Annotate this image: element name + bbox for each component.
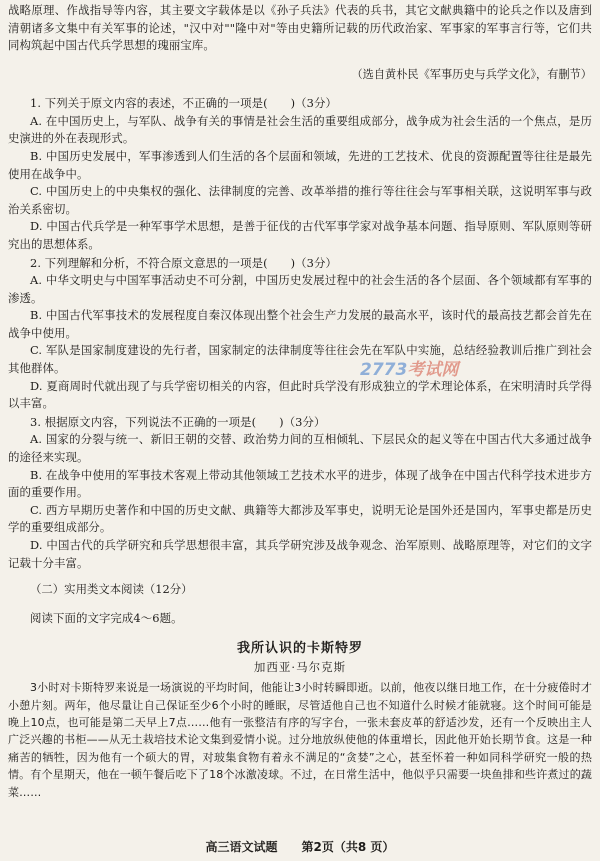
section-heading: （二）实用类文本阅读（12分）: [30, 582, 193, 597]
option-a: A. 中华文明史与中国军事活动史不可分割，中国历史发展过程中的社会生活的各个层面、各个领域都有军事的渗透。: [8, 273, 592, 305]
section-instruction: 阅读下面的文字完成4～6题。: [30, 610, 183, 625]
question-stem: 2. 下列理解和分析，不符合原文意思的一项是( )（3分）: [30, 255, 337, 270]
article-author: 加西亚·马尔克斯: [253, 660, 347, 675]
question-2: [8, 255, 592, 413]
option-c: C. 中国历史上的中央集权的强化、法律制度的完善、改革举措的推行等往往会与军事相关联，这说明军事与政治关系密切。: [8, 184, 592, 216]
option-b: B. 在战争中使用的军事技术客观上带动其他领域工艺技术水平的进步，体现了战争在中国古代科学技术进步方面的重要作用。: [8, 467, 592, 500]
question-3: [8, 414, 592, 572]
option-c: C. 军队是国家制度建设的先行者，国家制定的法律制度等往往会先在军队中实施，总结经验教训后推广到社会其他群体。: [8, 343, 592, 376]
question-1: [8, 95, 592, 253]
option-a: A. 在中国历史上，与军队、战争有关的事情是社会生活的重要组成部分，战争成为社会生活的一个焦点，是历史演进的外在表现形式。: [8, 113, 592, 146]
watermark-logo-text: 考试网: [407, 360, 459, 380]
document-page: [8, 2, 592, 801]
source-citation: （选自黄朴民《军事历史与兵学文化》，有删节）: [351, 67, 592, 81]
article-title: 我所认识的卡斯特罗: [236, 641, 363, 657]
option-b: B. 中国古代军事技术的发展程度自秦汉体现出整个社会生产力发展的最高水平，该时代的最高技艺都会首先在战争中使用。: [8, 308, 592, 340]
question-stem: 1. 下列关于原文内容的表述，不正确的一项是( )（3分）: [30, 96, 337, 111]
intro-paragraph: 战略原理、作战指导等内容，其主要文字载体是以《孙子兵法》代表的兵书，其它文献典籍中的论兵之作以及唐到清朝诸多文集中有关军事的论述，"汉中对""隆中对"等由史籍所记载的历代政治家、军事家的军事言行等，它们共同构筑起中国古代兵学思想的瑰丽宝库。: [8, 3, 592, 53]
question-stem: 3. 根据原文内容，下列说法不正确的一项是( )（3分）: [30, 414, 326, 429]
option-d: D. 中国古代的兵学研究和兵学思想很丰富，其兵学研究涉及战争观念、治军原则、战略原理等，对它们的文字记载十分丰富。: [8, 538, 592, 570]
article-body: 3小时对卡斯特罗来说是一场演说的平均时间，他能让3小时转瞬即逝。以前，他夜以继日地工作，在十分疲倦时才小憩片刻。两年，他尽量让自己保证至少6个小时的睡眠，尽管适他自己也不知道什么时候才能就寝。这个时间可能是晚上10点，也可能是第二天早上7点……他有一张整洁有序的写字台，一张未套皮革的舒适沙发，还有一个反映出主人广泛兴趣的书柜——从无土栽培技术论文集到爱情小说。过分地放纵使他的体重增长，因此他开始长期节食。这是一种痛苦的牺牲，因为他有一个硕大的胃，对玻集食物有着永不满足的“贪婪”之心，甚至怀着一种如同科学研究一般的热情。有个星期天，他在一顿午餐后吃下了18个冰激凌球。不过，在日常生活中，他似乎只需要一块鱼排和些许煮过的蔬菜……: [8, 681, 592, 799]
option-d: D. 夏商周时代就出现了与兵学密切相关的内容，但此时兵学没有形成独立的学术理论体系，在宋明清时兵学得以丰富。: [8, 378, 592, 411]
option-c: C. 西方早期历史著作和中国的历史文献、典籍等大都涉及军事史，说明无论是国外还是国内，军事史都是历史学的重要组成部分。: [8, 502, 592, 535]
watermark-logo-number: 2773: [360, 360, 408, 380]
option-d: D. 中国古代兵学是一种军事学术思想，是善于征伐的古代军事学家对战争基本问题、指导原则、军队原则等研究出的思想体系。: [8, 219, 592, 251]
option-b: B. 中国历史发展中，军事渗透到人们生活的各个层面和领域，先进的工艺技术、优良的资源配置等往往是最先使用在战争中。: [8, 148, 592, 181]
option-a: A. 国家的分裂与统一、新旧王朝的交替、政治势力间的互相倾轧、下层民众的起义等在中国古代大多通过战争的途径来实现。: [8, 432, 592, 465]
page-footer: 高三语文试题 第2页（共8 页）: [205, 840, 395, 854]
